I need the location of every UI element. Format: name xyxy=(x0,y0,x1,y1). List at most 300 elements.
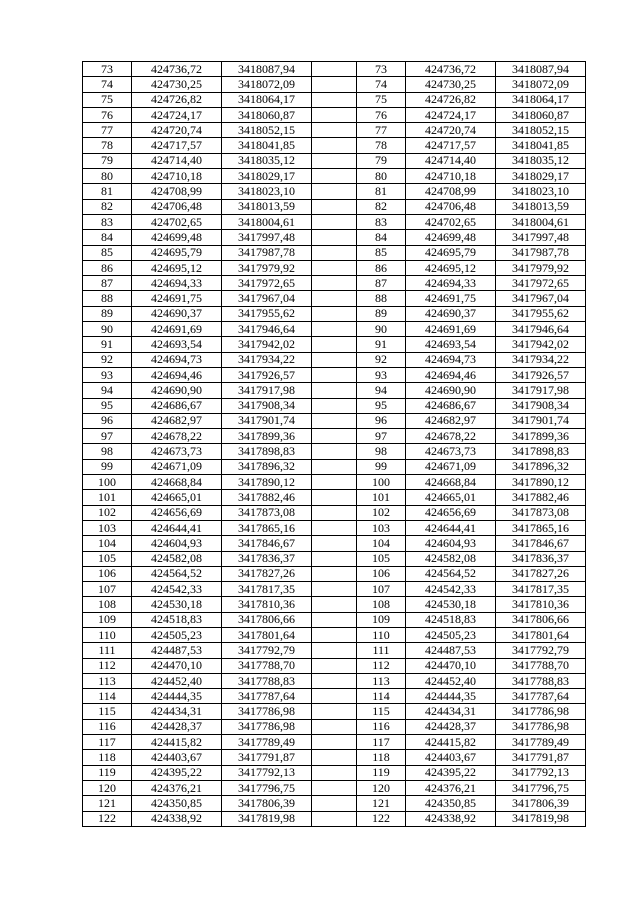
column-gap xyxy=(312,520,357,535)
right-point-number-cell: 98 xyxy=(357,444,406,459)
left-point-number-cell: 93 xyxy=(83,367,132,382)
left-y-coordinate-cell: 3417997,48 xyxy=(222,230,312,245)
left-y-coordinate-cell: 3417786,98 xyxy=(222,719,312,734)
table-row xyxy=(83,735,586,750)
table-row xyxy=(83,811,586,826)
left-point-number-cell: 95 xyxy=(83,398,132,413)
right-x-coordinate-cell: 424702,65 xyxy=(406,214,496,229)
left-point-number-cell: 104 xyxy=(83,536,132,551)
left-y-coordinate-cell: 3417946,64 xyxy=(222,322,312,337)
left-y-coordinate-cell: 3417882,46 xyxy=(222,490,312,505)
left-y-coordinate-cell: 3417806,39 xyxy=(222,796,312,811)
right-x-coordinate-cell: 424691,75 xyxy=(406,291,496,306)
right-point-number-cell: 86 xyxy=(357,260,406,275)
left-y-coordinate-cell: 3417899,36 xyxy=(222,429,312,444)
table-row xyxy=(83,337,586,352)
right-x-coordinate-cell: 424415,82 xyxy=(406,735,496,750)
right-point-number-cell: 83 xyxy=(357,214,406,229)
left-y-coordinate-cell: 3417827,26 xyxy=(222,566,312,581)
left-x-coordinate-cell: 424564,52 xyxy=(132,566,222,581)
left-y-coordinate-cell: 3417898,83 xyxy=(222,444,312,459)
table-row xyxy=(83,765,586,780)
column-gap xyxy=(312,367,357,382)
right-point-number-cell: 108 xyxy=(357,597,406,612)
right-point-number-cell: 111 xyxy=(357,643,406,658)
right-x-coordinate-cell: 424542,33 xyxy=(406,582,496,597)
left-x-coordinate-cell: 424690,90 xyxy=(132,383,222,398)
right-y-coordinate-cell: 3417819,98 xyxy=(496,811,586,826)
left-x-coordinate-cell: 424717,57 xyxy=(132,138,222,153)
table-row xyxy=(83,245,586,260)
column-gap xyxy=(312,566,357,581)
right-y-coordinate-cell: 3418052,15 xyxy=(496,123,586,138)
left-x-coordinate-cell: 424470,10 xyxy=(132,658,222,673)
right-x-coordinate-cell: 424691,69 xyxy=(406,322,496,337)
table-row xyxy=(83,673,586,688)
column-gap xyxy=(312,627,357,642)
left-point-number-cell: 106 xyxy=(83,566,132,581)
right-point-number-cell: 99 xyxy=(357,459,406,474)
right-x-coordinate-cell: 424706,48 xyxy=(406,199,496,214)
right-point-number-cell: 112 xyxy=(357,658,406,673)
table-row xyxy=(83,291,586,306)
left-point-number-cell: 117 xyxy=(83,735,132,750)
left-x-coordinate-cell: 424691,69 xyxy=(132,322,222,337)
column-gap xyxy=(312,750,357,765)
left-point-number-cell: 85 xyxy=(83,245,132,260)
right-point-number-cell: 82 xyxy=(357,199,406,214)
table-row xyxy=(83,429,586,444)
left-x-coordinate-cell: 424415,82 xyxy=(132,735,222,750)
left-point-number-cell: 102 xyxy=(83,505,132,520)
column-gap xyxy=(312,214,357,229)
table-row xyxy=(83,750,586,765)
left-y-coordinate-cell: 3417979,92 xyxy=(222,260,312,275)
table-row xyxy=(83,582,586,597)
left-point-number-cell: 87 xyxy=(83,276,132,291)
right-y-coordinate-cell: 3417789,49 xyxy=(496,735,586,750)
column-gap xyxy=(312,444,357,459)
table-row xyxy=(83,520,586,535)
table-row xyxy=(83,505,586,520)
right-point-number-cell: 95 xyxy=(357,398,406,413)
left-x-coordinate-cell: 424695,79 xyxy=(132,245,222,260)
left-y-coordinate-cell: 3418023,10 xyxy=(222,184,312,199)
table-row xyxy=(83,92,586,107)
left-x-coordinate-cell: 424452,40 xyxy=(132,673,222,688)
left-y-coordinate-cell: 3418004,61 xyxy=(222,214,312,229)
right-x-coordinate-cell: 424665,01 xyxy=(406,490,496,505)
column-gap xyxy=(312,475,357,490)
right-point-number-cell: 119 xyxy=(357,765,406,780)
left-x-coordinate-cell: 424736,72 xyxy=(132,62,222,77)
left-point-number-cell: 119 xyxy=(83,765,132,780)
left-point-number-cell: 121 xyxy=(83,796,132,811)
table-row xyxy=(83,612,586,627)
right-y-coordinate-cell: 3417942,02 xyxy=(496,337,586,352)
right-x-coordinate-cell: 424376,21 xyxy=(406,780,496,795)
right-y-coordinate-cell: 3417817,35 xyxy=(496,582,586,597)
right-x-coordinate-cell: 424668,84 xyxy=(406,475,496,490)
left-x-coordinate-cell: 424693,54 xyxy=(132,337,222,352)
right-y-coordinate-cell: 3417873,08 xyxy=(496,505,586,520)
right-x-coordinate-cell: 424720,74 xyxy=(406,123,496,138)
right-x-coordinate-cell: 424582,08 xyxy=(406,551,496,566)
column-gap xyxy=(312,765,357,780)
left-x-coordinate-cell: 424720,74 xyxy=(132,123,222,138)
right-y-coordinate-cell: 3418041,85 xyxy=(496,138,586,153)
table-row xyxy=(83,551,586,566)
right-point-number-cell: 105 xyxy=(357,551,406,566)
column-gap xyxy=(312,459,357,474)
left-y-coordinate-cell: 3417972,65 xyxy=(222,276,312,291)
right-point-number-cell: 115 xyxy=(357,704,406,719)
right-point-number-cell: 106 xyxy=(357,566,406,581)
right-x-coordinate-cell: 424694,46 xyxy=(406,367,496,382)
table-row xyxy=(83,199,586,214)
left-y-coordinate-cell: 3417967,04 xyxy=(222,291,312,306)
column-gap xyxy=(312,505,357,520)
right-x-coordinate-cell: 424693,54 xyxy=(406,337,496,352)
left-y-coordinate-cell: 3418029,17 xyxy=(222,169,312,184)
right-x-coordinate-cell: 424350,85 xyxy=(406,796,496,811)
left-x-coordinate-cell: 424582,08 xyxy=(132,551,222,566)
left-x-coordinate-cell: 424710,18 xyxy=(132,169,222,184)
left-x-coordinate-cell: 424678,22 xyxy=(132,429,222,444)
right-point-number-cell: 78 xyxy=(357,138,406,153)
left-point-number-cell: 80 xyxy=(83,169,132,184)
left-x-coordinate-cell: 424604,93 xyxy=(132,536,222,551)
right-x-coordinate-cell: 424695,79 xyxy=(406,245,496,260)
table-row xyxy=(83,643,586,658)
left-y-coordinate-cell: 3417926,57 xyxy=(222,367,312,382)
right-point-number-cell: 77 xyxy=(357,123,406,138)
right-x-coordinate-cell: 424724,17 xyxy=(406,107,496,122)
right-x-coordinate-cell: 424656,69 xyxy=(406,505,496,520)
column-gap xyxy=(312,719,357,734)
table-row xyxy=(83,306,586,321)
right-x-coordinate-cell: 424505,23 xyxy=(406,627,496,642)
right-y-coordinate-cell: 3417882,46 xyxy=(496,490,586,505)
column-gap xyxy=(312,107,357,122)
table-row xyxy=(83,490,586,505)
right-point-number-cell: 85 xyxy=(357,245,406,260)
left-point-number-cell: 76 xyxy=(83,107,132,122)
left-x-coordinate-cell: 424694,33 xyxy=(132,276,222,291)
left-point-number-cell: 110 xyxy=(83,627,132,642)
right-y-coordinate-cell: 3417908,34 xyxy=(496,398,586,413)
left-point-number-cell: 88 xyxy=(83,291,132,306)
left-y-coordinate-cell: 3417917,98 xyxy=(222,383,312,398)
right-point-number-cell: 97 xyxy=(357,429,406,444)
left-x-coordinate-cell: 424505,23 xyxy=(132,627,222,642)
left-point-number-cell: 111 xyxy=(83,643,132,658)
left-point-number-cell: 91 xyxy=(83,337,132,352)
left-x-coordinate-cell: 424530,18 xyxy=(132,597,222,612)
left-point-number-cell: 83 xyxy=(83,214,132,229)
left-x-coordinate-cell: 424656,69 xyxy=(132,505,222,520)
right-y-coordinate-cell: 3417791,87 xyxy=(496,750,586,765)
column-gap xyxy=(312,62,357,77)
right-point-number-cell: 109 xyxy=(357,612,406,627)
column-gap xyxy=(312,184,357,199)
left-y-coordinate-cell: 3417934,22 xyxy=(222,352,312,367)
left-x-coordinate-cell: 424395,22 xyxy=(132,765,222,780)
left-x-coordinate-cell: 424444,35 xyxy=(132,689,222,704)
right-point-number-cell: 74 xyxy=(357,77,406,92)
right-point-number-cell: 101 xyxy=(357,490,406,505)
right-y-coordinate-cell: 3417787,64 xyxy=(496,689,586,704)
column-gap xyxy=(312,673,357,688)
right-y-coordinate-cell: 3417865,16 xyxy=(496,520,586,535)
left-point-number-cell: 99 xyxy=(83,459,132,474)
column-gap xyxy=(312,337,357,352)
left-point-number-cell: 90 xyxy=(83,322,132,337)
left-x-coordinate-cell: 424694,73 xyxy=(132,352,222,367)
right-point-number-cell: 79 xyxy=(357,153,406,168)
column-gap xyxy=(312,169,357,184)
column-gap xyxy=(312,153,357,168)
column-gap xyxy=(312,689,357,704)
table-row xyxy=(83,796,586,811)
table-row xyxy=(83,123,586,138)
column-gap xyxy=(312,490,357,505)
left-point-number-cell: 73 xyxy=(83,62,132,77)
column-gap xyxy=(312,551,357,566)
left-x-coordinate-cell: 424682,97 xyxy=(132,413,222,428)
left-y-coordinate-cell: 3418013,59 xyxy=(222,199,312,214)
left-y-coordinate-cell: 3417788,70 xyxy=(222,658,312,673)
left-point-number-cell: 122 xyxy=(83,811,132,826)
table-row xyxy=(83,704,586,719)
column-gap xyxy=(312,92,357,107)
table-row xyxy=(83,719,586,734)
table-row xyxy=(83,62,586,77)
right-y-coordinate-cell: 3417827,26 xyxy=(496,566,586,581)
left-point-number-cell: 112 xyxy=(83,658,132,673)
left-y-coordinate-cell: 3417865,16 xyxy=(222,520,312,535)
table-row xyxy=(83,627,586,642)
right-point-number-cell: 92 xyxy=(357,352,406,367)
left-x-coordinate-cell: 424644,41 xyxy=(132,520,222,535)
right-y-coordinate-cell: 3417899,36 xyxy=(496,429,586,444)
right-x-coordinate-cell: 424708,99 xyxy=(406,184,496,199)
left-point-number-cell: 116 xyxy=(83,719,132,734)
right-point-number-cell: 107 xyxy=(357,582,406,597)
left-x-coordinate-cell: 424691,75 xyxy=(132,291,222,306)
right-x-coordinate-cell: 424395,22 xyxy=(406,765,496,780)
left-y-coordinate-cell: 3418060,87 xyxy=(222,107,312,122)
column-gap xyxy=(312,582,357,597)
left-point-number-cell: 79 xyxy=(83,153,132,168)
right-point-number-cell: 116 xyxy=(357,719,406,734)
coordinates-table-body xyxy=(83,62,586,827)
right-y-coordinate-cell: 3417901,74 xyxy=(496,413,586,428)
right-y-coordinate-cell: 3417846,67 xyxy=(496,536,586,551)
right-x-coordinate-cell: 424710,18 xyxy=(406,169,496,184)
column-gap xyxy=(312,77,357,92)
right-point-number-cell: 84 xyxy=(357,230,406,245)
left-x-coordinate-cell: 424338,92 xyxy=(132,811,222,826)
column-gap xyxy=(312,643,357,658)
right-point-number-cell: 81 xyxy=(357,184,406,199)
right-x-coordinate-cell: 424518,83 xyxy=(406,612,496,627)
right-point-number-cell: 102 xyxy=(357,505,406,520)
right-y-coordinate-cell: 3417810,36 xyxy=(496,597,586,612)
right-y-coordinate-cell: 3418035,12 xyxy=(496,153,586,168)
column-gap xyxy=(312,597,357,612)
left-point-number-cell: 84 xyxy=(83,230,132,245)
column-gap xyxy=(312,138,357,153)
right-y-coordinate-cell: 3417788,83 xyxy=(496,673,586,688)
right-y-coordinate-cell: 3417972,65 xyxy=(496,276,586,291)
left-x-coordinate-cell: 424665,01 xyxy=(132,490,222,505)
left-point-number-cell: 86 xyxy=(83,260,132,275)
right-point-number-cell: 76 xyxy=(357,107,406,122)
left-y-coordinate-cell: 3417788,83 xyxy=(222,673,312,688)
column-gap xyxy=(312,291,357,306)
right-x-coordinate-cell: 424604,93 xyxy=(406,536,496,551)
left-y-coordinate-cell: 3417791,87 xyxy=(222,750,312,765)
left-y-coordinate-cell: 3417890,12 xyxy=(222,475,312,490)
table-row xyxy=(83,536,586,551)
right-y-coordinate-cell: 3418087,94 xyxy=(496,62,586,77)
column-gap xyxy=(312,199,357,214)
right-y-coordinate-cell: 3417796,75 xyxy=(496,780,586,795)
right-x-coordinate-cell: 424338,92 xyxy=(406,811,496,826)
right-x-coordinate-cell: 424726,82 xyxy=(406,92,496,107)
table-row xyxy=(83,169,586,184)
right-point-number-cell: 91 xyxy=(357,337,406,352)
left-point-number-cell: 107 xyxy=(83,582,132,597)
left-point-number-cell: 89 xyxy=(83,306,132,321)
right-y-coordinate-cell: 3418064,17 xyxy=(496,92,586,107)
coordinates-table xyxy=(82,61,586,827)
table-row xyxy=(83,780,586,795)
right-point-number-cell: 113 xyxy=(357,673,406,688)
right-y-coordinate-cell: 3417997,48 xyxy=(496,230,586,245)
table-row xyxy=(83,322,586,337)
left-point-number-cell: 98 xyxy=(83,444,132,459)
left-y-coordinate-cell: 3417942,02 xyxy=(222,337,312,352)
left-x-coordinate-cell: 424376,21 xyxy=(132,780,222,795)
right-y-coordinate-cell: 3417979,92 xyxy=(496,260,586,275)
table-row xyxy=(83,276,586,291)
left-y-coordinate-cell: 3417896,32 xyxy=(222,459,312,474)
left-y-coordinate-cell: 3418072,09 xyxy=(222,77,312,92)
table-row xyxy=(83,138,586,153)
left-y-coordinate-cell: 3417789,49 xyxy=(222,735,312,750)
right-point-number-cell: 118 xyxy=(357,750,406,765)
right-x-coordinate-cell: 424695,12 xyxy=(406,260,496,275)
column-gap xyxy=(312,536,357,551)
right-point-number-cell: 114 xyxy=(357,689,406,704)
table-row xyxy=(83,367,586,382)
column-gap xyxy=(312,260,357,275)
right-y-coordinate-cell: 3417806,39 xyxy=(496,796,586,811)
right-point-number-cell: 100 xyxy=(357,475,406,490)
right-point-number-cell: 96 xyxy=(357,413,406,428)
left-y-coordinate-cell: 3417801,64 xyxy=(222,627,312,642)
left-point-number-cell: 120 xyxy=(83,780,132,795)
right-x-coordinate-cell: 424452,40 xyxy=(406,673,496,688)
left-y-coordinate-cell: 3417908,34 xyxy=(222,398,312,413)
left-x-coordinate-cell: 424518,83 xyxy=(132,612,222,627)
left-point-number-cell: 74 xyxy=(83,77,132,92)
column-gap xyxy=(312,398,357,413)
table-row xyxy=(83,444,586,459)
right-y-coordinate-cell: 3417836,37 xyxy=(496,551,586,566)
right-x-coordinate-cell: 424564,52 xyxy=(406,566,496,581)
left-x-coordinate-cell: 424699,48 xyxy=(132,230,222,245)
left-x-coordinate-cell: 424428,37 xyxy=(132,719,222,734)
right-x-coordinate-cell: 424714,40 xyxy=(406,153,496,168)
left-point-number-cell: 103 xyxy=(83,520,132,535)
right-point-number-cell: 94 xyxy=(357,383,406,398)
right-x-coordinate-cell: 424487,53 xyxy=(406,643,496,658)
right-y-coordinate-cell: 3418072,09 xyxy=(496,77,586,92)
left-y-coordinate-cell: 3417806,66 xyxy=(222,612,312,627)
column-gap xyxy=(312,780,357,795)
left-point-number-cell: 109 xyxy=(83,612,132,627)
left-point-number-cell: 81 xyxy=(83,184,132,199)
left-y-coordinate-cell: 3418035,12 xyxy=(222,153,312,168)
left-y-coordinate-cell: 3418052,15 xyxy=(222,123,312,138)
left-y-coordinate-cell: 3417846,67 xyxy=(222,536,312,551)
right-y-coordinate-cell: 3418060,87 xyxy=(496,107,586,122)
right-x-coordinate-cell: 424717,57 xyxy=(406,138,496,153)
table-row xyxy=(83,352,586,367)
right-y-coordinate-cell: 3418029,17 xyxy=(496,169,586,184)
left-x-coordinate-cell: 424690,37 xyxy=(132,306,222,321)
right-x-coordinate-cell: 424403,67 xyxy=(406,750,496,765)
right-x-coordinate-cell: 424694,73 xyxy=(406,352,496,367)
right-y-coordinate-cell: 3417806,66 xyxy=(496,612,586,627)
right-y-coordinate-cell: 3417967,04 xyxy=(496,291,586,306)
left-y-coordinate-cell: 3417955,62 xyxy=(222,306,312,321)
left-y-coordinate-cell: 3417836,37 xyxy=(222,551,312,566)
left-y-coordinate-cell: 3417819,98 xyxy=(222,811,312,826)
right-point-number-cell: 122 xyxy=(357,811,406,826)
table-row xyxy=(83,184,586,199)
column-gap xyxy=(312,658,357,673)
table-row xyxy=(83,77,586,92)
left-y-coordinate-cell: 3417987,78 xyxy=(222,245,312,260)
right-x-coordinate-cell: 424690,90 xyxy=(406,383,496,398)
left-x-coordinate-cell: 424726,82 xyxy=(132,92,222,107)
right-point-number-cell: 73 xyxy=(357,62,406,77)
right-x-coordinate-cell: 424682,97 xyxy=(406,413,496,428)
column-gap xyxy=(312,276,357,291)
left-point-number-cell: 77 xyxy=(83,123,132,138)
left-x-coordinate-cell: 424542,33 xyxy=(132,582,222,597)
right-y-coordinate-cell: 3417788,70 xyxy=(496,658,586,673)
column-gap xyxy=(312,429,357,444)
left-x-coordinate-cell: 424686,67 xyxy=(132,398,222,413)
right-y-coordinate-cell: 3417890,12 xyxy=(496,475,586,490)
left-point-number-cell: 113 xyxy=(83,673,132,688)
right-point-number-cell: 104 xyxy=(357,536,406,551)
left-point-number-cell: 115 xyxy=(83,704,132,719)
right-y-coordinate-cell: 3418004,61 xyxy=(496,214,586,229)
left-x-coordinate-cell: 424673,73 xyxy=(132,444,222,459)
right-y-coordinate-cell: 3417792,79 xyxy=(496,643,586,658)
column-gap xyxy=(312,322,357,337)
left-x-coordinate-cell: 424487,53 xyxy=(132,643,222,658)
right-y-coordinate-cell: 3417792,13 xyxy=(496,765,586,780)
left-point-number-cell: 108 xyxy=(83,597,132,612)
table-row xyxy=(83,689,586,704)
